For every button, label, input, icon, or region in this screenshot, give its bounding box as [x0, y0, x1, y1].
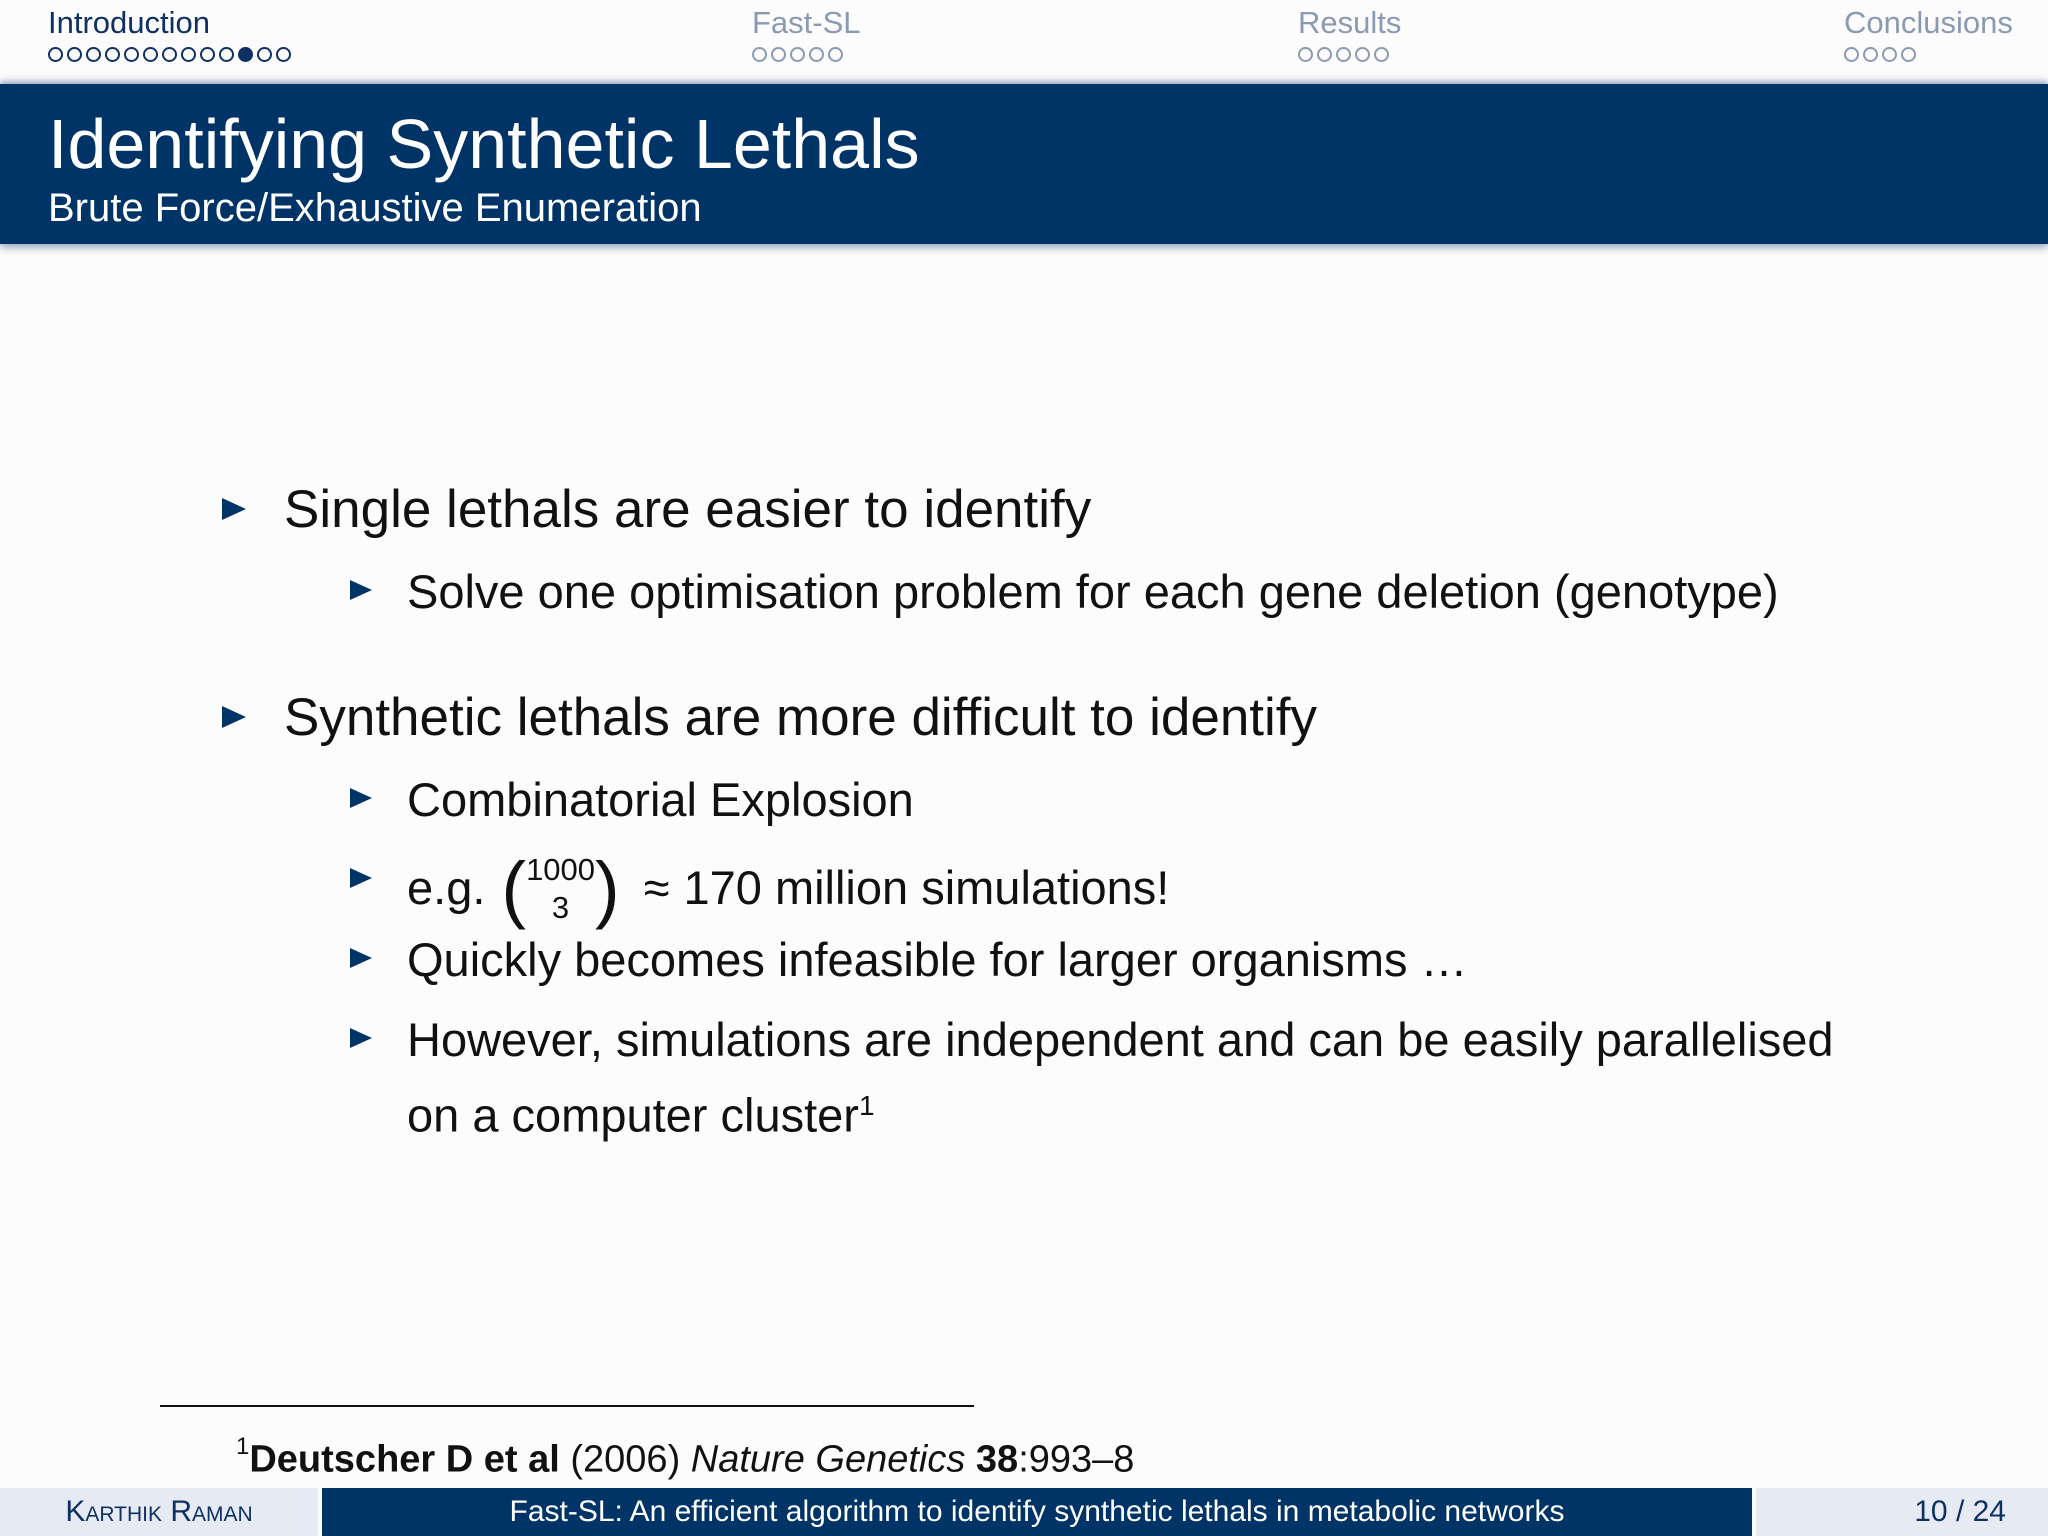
nav-slide-dot[interactable]: [1844, 47, 1859, 62]
nav-slide-dot[interactable]: [1882, 47, 1897, 62]
footer-page-number: 10 / 24: [1756, 1488, 2048, 1536]
nav-slide-dot[interactable]: [143, 47, 158, 62]
nav-label-fast-sl[interactable]: Fast-SL: [752, 5, 861, 40]
nav-slide-dot[interactable]: [48, 47, 63, 62]
bullet-triangle-icon: [350, 948, 372, 968]
nav-section-conclusions[interactable]: [1844, 4, 2013, 62]
bullet-triangle-icon: [222, 706, 246, 728]
footnote-number: 1: [236, 1433, 250, 1460]
title-bar: [0, 84, 2048, 244]
nav-slide-dot[interactable]: [1355, 47, 1370, 62]
subbullet-combinatorial: [407, 774, 914, 826]
bullet-text: Synthetic lethals are more difficult to identify: [284, 688, 1318, 747]
nav-section-fast-sl[interactable]: [752, 4, 861, 62]
nav-section-results[interactable]: [1298, 4, 1401, 62]
footer-author: Karthik Raman: [0, 1488, 318, 1536]
bullet-text: Single lethals are easier to identify: [284, 480, 1092, 539]
nav-slide-dot[interactable]: [105, 47, 120, 62]
nav-slide-dot[interactable]: [181, 47, 196, 62]
nav-label-results[interactable]: Results: [1298, 5, 1402, 40]
footnote-rule: [160, 1405, 974, 1407]
parallel-line-2: on a computer cluster: [407, 1088, 859, 1142]
nav-slide-dot[interactable]: [1336, 47, 1351, 62]
nav-dots-results: [1298, 47, 1401, 62]
bullet-triangle-icon: [350, 868, 372, 888]
nav-slide-dot[interactable]: [1317, 47, 1332, 62]
nav-slide-dot[interactable]: [219, 47, 234, 62]
footnote-pages: :993–8: [1018, 1438, 1135, 1481]
slide-subtitle: Brute Force/Exhaustive Enumeration: [48, 186, 702, 230]
nav-slide-dot[interactable]: [200, 47, 215, 62]
bullet-synthetic-lethals: [284, 688, 1317, 748]
bullet-text: [407, 847, 1170, 930]
nav-label-introduction[interactable]: Introduction: [48, 5, 210, 40]
nav-slide-dot[interactable]: [809, 47, 824, 62]
nav-label-conclusions[interactable]: Conclusions: [1844, 5, 2013, 40]
nav-slide-dot[interactable]: [238, 47, 253, 62]
nav-dots-conclusions: [1844, 47, 2013, 62]
subbullet-parallelised: [407, 1014, 1834, 1142]
subbullet-binomial-example: [407, 847, 1170, 930]
bullet-triangle-icon: [350, 580, 372, 600]
bullet-triangle-icon: [222, 498, 246, 520]
nav-slide-dot[interactable]: [790, 47, 805, 62]
nav-slide-dot[interactable]: [828, 47, 843, 62]
nav-slide-dot[interactable]: [1298, 47, 1313, 62]
bullet-triangle-icon: [350, 788, 372, 808]
binom-top: 1000: [526, 852, 596, 887]
bullet-single-lethals: [284, 480, 1091, 540]
bullet-triangle-icon: [350, 1028, 372, 1048]
bullet-text: Combinatorial Explosion: [407, 773, 914, 826]
nav-slide-dot[interactable]: [1374, 47, 1389, 62]
simulations-count: 170 million simulations!: [683, 861, 1170, 915]
footnote-volume: 38: [975, 1438, 1019, 1481]
nav-section-introduction[interactable]: [48, 4, 291, 62]
bullet-text: Solve one optimisation problem for each gene deletion (genotype): [407, 565, 1779, 618]
nav-slide-dot[interactable]: [1901, 47, 1916, 62]
slide-title: Identifying Synthetic Lethals: [48, 105, 920, 183]
nav-slide-dot[interactable]: [771, 47, 786, 62]
footer-bar: [0, 1488, 2048, 1536]
bullet-text: [407, 1013, 1834, 1142]
binomial-coefficient: (1000 3 ): [501, 847, 620, 930]
eg-prefix: e.g.: [407, 861, 486, 915]
footnote: [236, 1428, 1134, 1483]
nav-slide-dot[interactable]: [124, 47, 139, 62]
nav-dots-fast-sl: [752, 47, 861, 62]
nav-slide-dot[interactable]: [1863, 47, 1878, 62]
nav-slide-dot[interactable]: [86, 47, 101, 62]
parallel-line-1: However, simulations are independent and can be easily parallelised: [407, 1013, 1834, 1066]
approx-symbol: ≈: [643, 861, 670, 915]
nav-slide-dot[interactable]: [67, 47, 82, 62]
nav-slide-dot[interactable]: [162, 47, 177, 62]
nav-slide-dot[interactable]: [752, 47, 767, 62]
binom-bottom: 3: [551, 890, 570, 925]
footer-talk-title: Fast-SL: An efficient algorithm to identify synthetic lethals in metabolic networks: [322, 1488, 1752, 1536]
footnote-journal: Nature Genetics: [690, 1438, 966, 1481]
nav-slide-dot[interactable]: [276, 47, 291, 62]
nav-dots-introduction: [48, 47, 291, 62]
footnote-year: (2006): [570, 1438, 681, 1481]
footnote-authors: Deutscher D et al: [249, 1438, 560, 1481]
bullet-text: Quickly becomes infeasible for larger organisms …: [407, 933, 1468, 986]
nav-slide-dot[interactable]: [257, 47, 272, 62]
subbullet-infeasible: [407, 934, 1468, 986]
subbullet-optimisation: [407, 566, 1779, 618]
footnote-mark[interactable]: 1: [858, 1090, 875, 1121]
